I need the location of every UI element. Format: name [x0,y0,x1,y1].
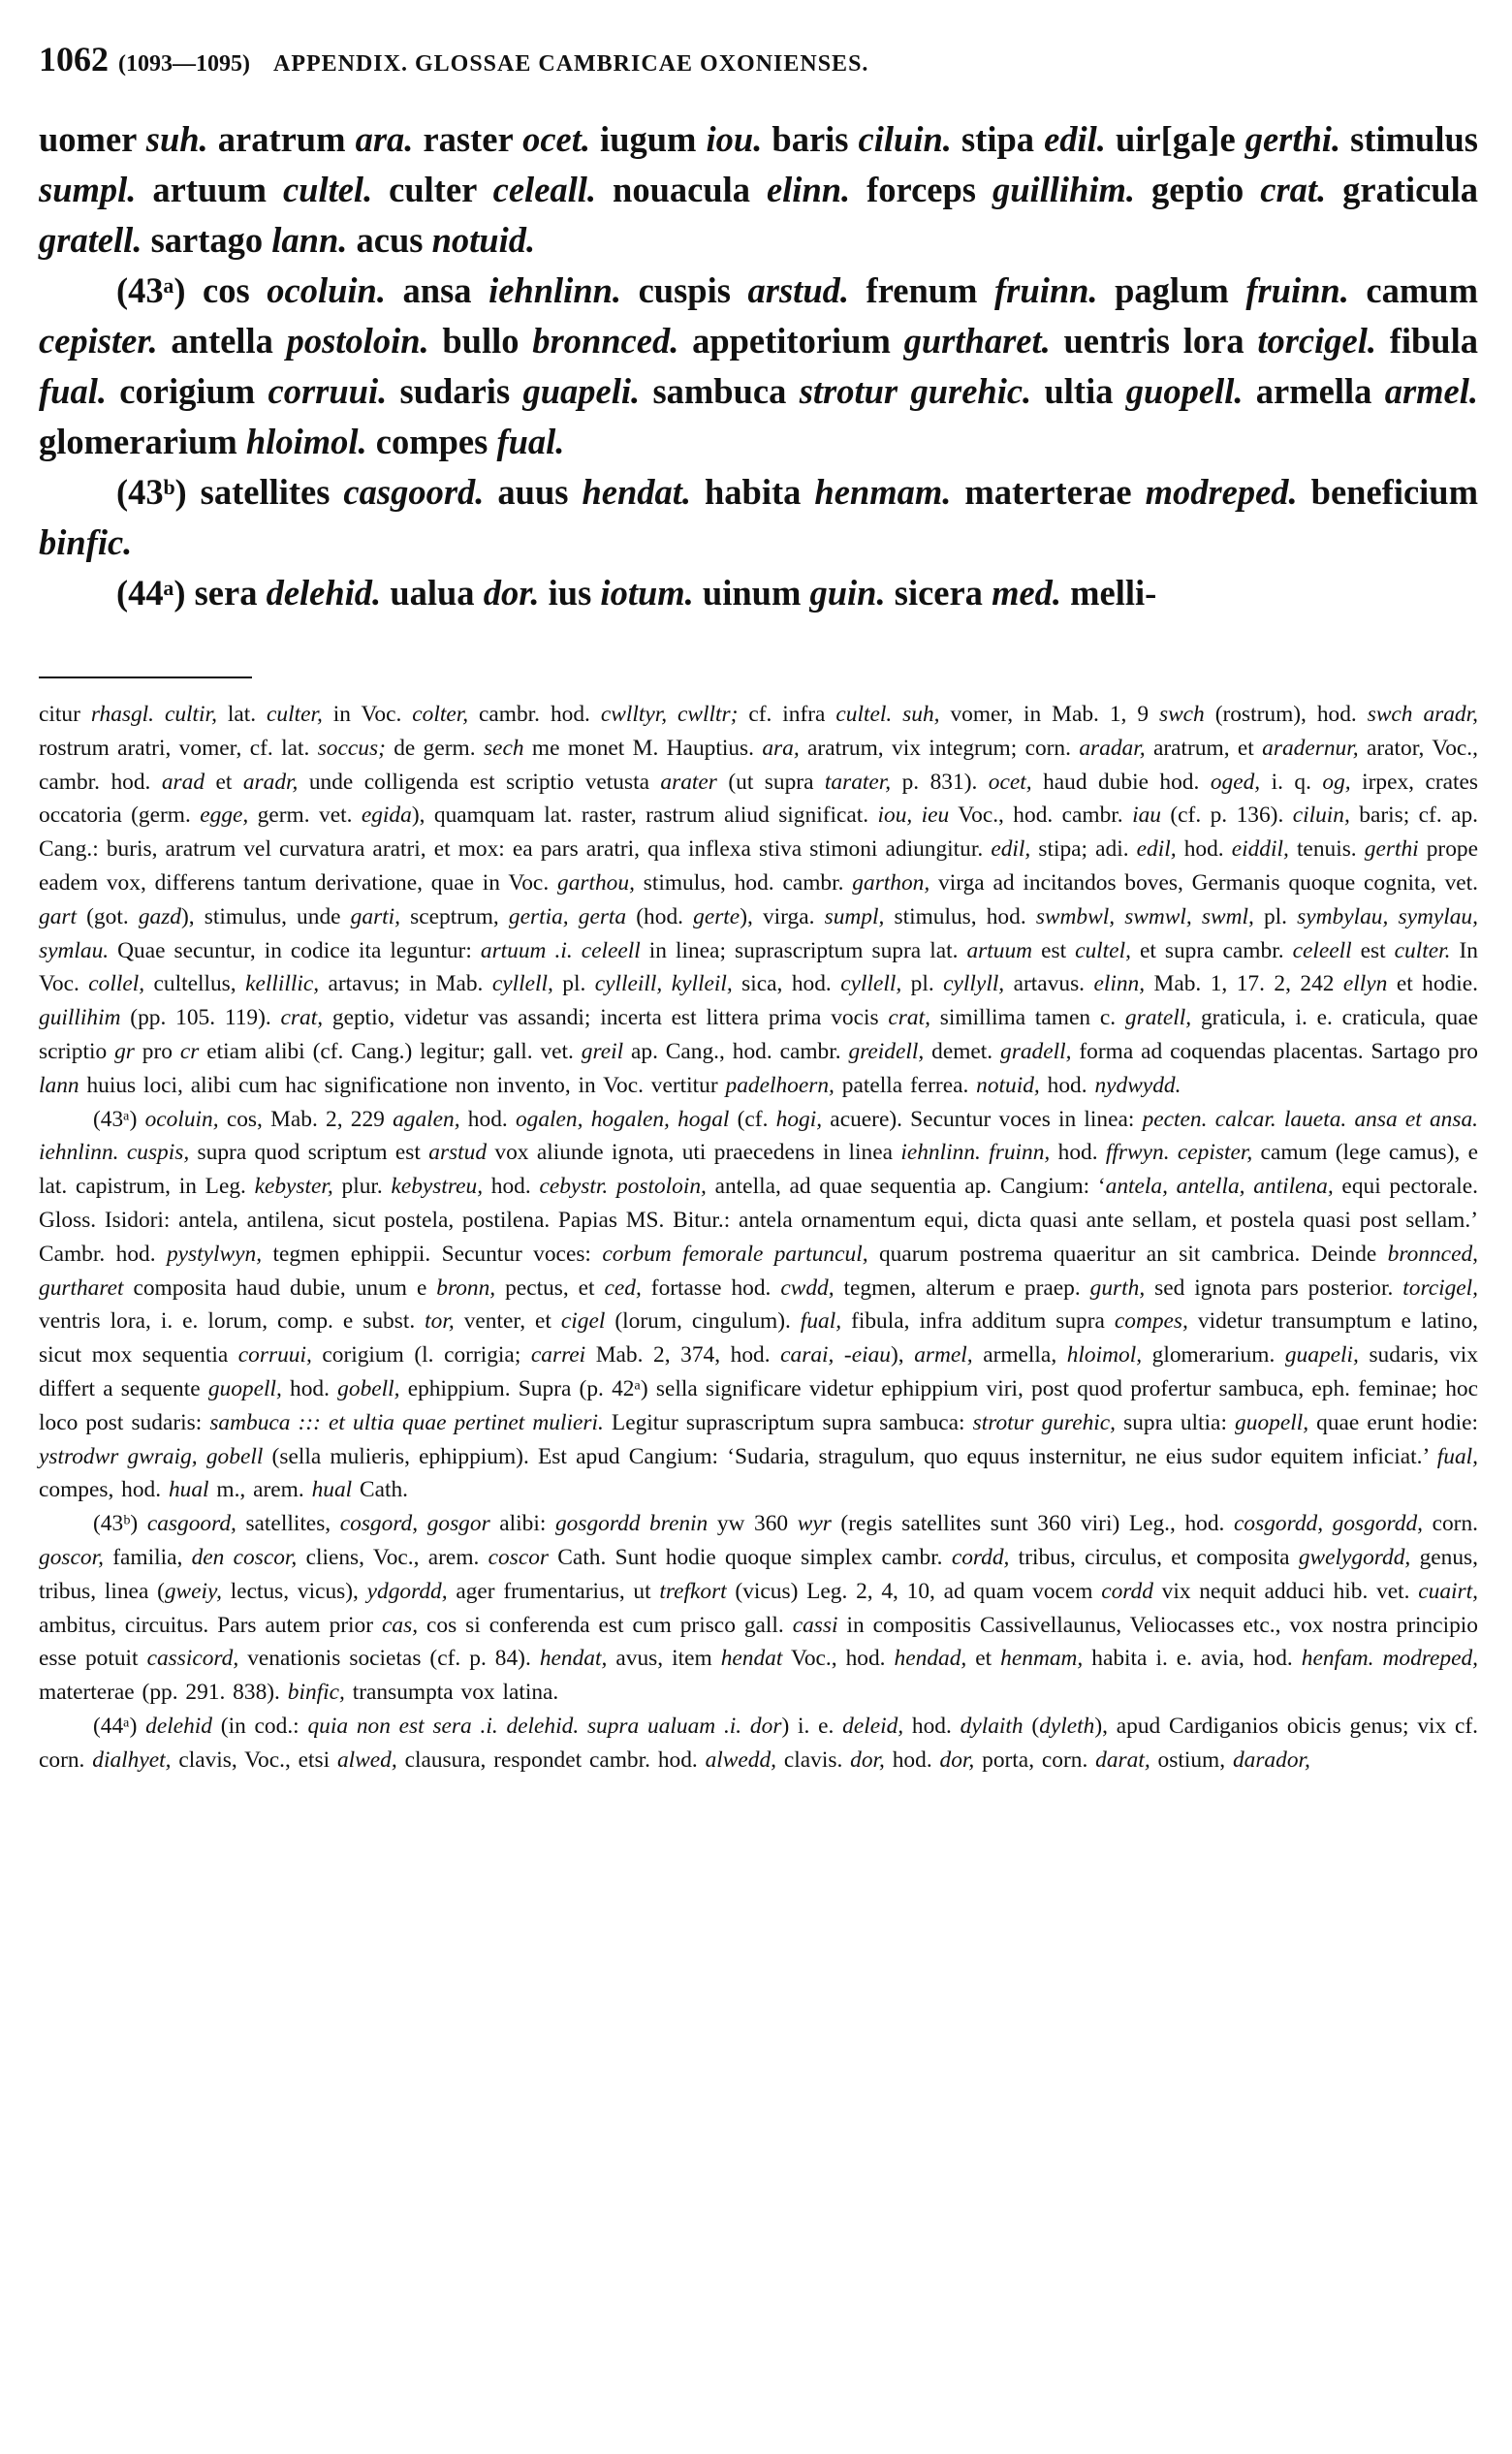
main-paragraph: (43ᵇ) satellites casgoord. auus hendat. habita henmam. materterae modreped. beneficium binfic. [39,472,1479,562]
main-paragraph: (44ᵃ) sera delehid. ualua dor. ius iotum. uinum guin. sicera med. melli- [116,573,1157,613]
footnotes [39,698,1478,1778]
running-header [39,39,1478,79]
note-paragraph: (43ᵇ) casgoord, satellites, cosgord, gosgor alibi: gosgordd brenin yw 360 wyr (regis satellites sunt 360 viri) Leg., hod. cosgordd, gosgordd, corn. goscor, familia, den coscor, cliens, Voc., arem. coscor Cath. Sunt hodie quoque simplex cambr. cordd, tribus, circulus, et composita gwelygordd, genus, tribus, linea (gweiy, lectus, vicus), ydgordd, ager frumentarius, ut trefkort (vicus) Leg. 2, 4, 10, ad quam vocem cordd vix nequit adduci hib. vet. cuairt, ambitus, circuitus. Pars autem prior cas, cos si conferenda est cum prisco gall. cassi in compositis Cassivellaunus, Veliocasses etc., vox nostra principio esse potuit cassicord, venationis societas (cf. p. 84). hendat, avus, item hendat Voc., hod. hendad, et henmam, habita i. e. avia, hod. henfam. modreped, materterae (pp. 291. 838). binfic, transumpta vox latina. [39,1511,1479,1706]
note-paragraph: (44ᵃ) delehid (in cod.: quia non est sera .i. delehid. supra ualuam .i. dor) i. e. deleid, hod. dylaith (dyleth), apud Cardiganios obicis genus; vix cf. corn. dialhyet, clavis, Voc., etsi alwed, clausura, respondet cambr. hod. alwedd, clavis. dor, hod. dor, porta, corn. darat, ostium, darador, [39,1713,1479,1773]
main-text [39,114,1478,618]
page-range: (1093—1095) [118,51,250,77]
main-paragraph: (43ᵃ) cos ocoluin. ansa iehnlinn. cuspis arstud. frenum fruinn. paglum fruinn. camum cepister. antella postoloin. bullo bronnced. appetitorium gurtharet. uentris lora torcigel. fibula fual. corigium corruui. sudaris guapeli. sambuca strotur gurehic. ultia guopell. armella armel. glomerarium hloimol. compes fual. [39,270,1478,461]
page [39,39,1478,1778]
page-number: 1062 [39,40,109,79]
note-paragraph: citur rhasgl. cultir, lat. culter, in Voc. colter, cambr. hod. cwlltyr, cwlltr; cf. infra cultel. suh, vomer, in Mab. 1, 9 swch (rostrum), hod. swch aradr, rostrum aratri, vomer, cf. lat. soccus; de germ. sech me monet M. Hauptius. ara, aratrum, vix integrum; corn. aradar, aratrum, et aradernur, arator, Voc., cambr. hod. arad et aradr, unde colligenda est scriptio vetusta arater (ut supra tarater, p. 831). ocet, haud dubie hod. oged, i. q. og, irpex, crates occatoria (germ. egge, germ. vet. egida), quamquam lat. raster, rastrum aliud significat. iou, ieu Voc., hod. cambr. iau (cf. p. 136). ciluin, baris; cf. ap. Cang.: buris, aratrum vel curvatura aratri, et mox: ea pars aratri, qua inflexa stiva stimoni adiungitur. edil, stipa; adi. edil, hod. eiddil, tenuis. gerthi prope eadem vox, differens tantum derivatione, quae in Voc. garthou, stimulus, hod. cambr. garthon, virga ad incitandos boves, Germanis quoque cognita, vet. gart (got. gazd), stimulus, unde garti, sceptrum, gertia, gerta (hod. gerte), virga. sumpl, stimulus, hod. swmbwl, swmwl, swml, pl. symbylau, symylau, symlau. Quae secuntur, in codice ita leguntur: artuum .i. celeell in linea; suprascriptum supra lat. artuum est cultel, et supra cambr. celeell est culter. In Voc. collel, cultellus, kellillic, artavus; in Mab. cyllell, pl. cylleill, kylleil, sica, hod. cyllell, pl. cyllyll, artavus. elinn, Mab. 1, 17. 2, 242 ellyn et hodie. guillihim (pp. 105. 119). crat, geptio, videtur vas assandi; incerta est littera prima vocis crat, simillima tamen c. gratell, graticula, i. e. craticula, quae scriptio gr pro cr etiam alibi (cf. Cang.) legitur; gall. vet. greil ap. Cang., hod. cambr. greidell, demet. gradell, forma ad coquendas placentas. Sartago pro lann huius loci, alibi cum hac significatione non invento, in Voc. vertitur padelhoern, patella ferrea. notuid, hod. nydwydd. [39,702,1479,1098]
running-title: APPENDIX. GLOSSAE CAMBRICAE OXONIENSES. [272,51,869,77]
main-paragraph: uomer suh. aratrum ara. raster ocet. iugum iou. baris ciluin. stipa edil. uir[ga]e gerthi. stimulus sumpl. artuum cultel. culter celeall. nouacula elinn. forceps guillihim. geptio crat. graticula gratell. sartago lann. acus notuid. [39,119,1479,260]
note-paragraph: (43ᵃ) ocoluin, cos, Mab. 2, 229 agalen, hod. ogalen, hogalen, hogal (cf. hogi, acuere). Secuntur voces in linea: pecten. calcar. laueta. ansa et ansa. iehnlinn. cuspis, supra quod scriptum est arstud vox aliunde ignota, uti praecedens in linea iehnlinn. fruinn, hod. ffrwyn. cepister, camum (lege camus), e lat. capistrum, in Leg. kebyster, plur. kebystreu, hod. cebystr. postoloin, antella, ad quae sequentia ap. Cangium: ‘antela, antella, antilena, equi pectorale. Gloss. Isidori: antela, antilena, sicut postela, postilena. Papias MS. Bitur.: antela ornamentum equi, dicta quasi ante sellam, et postela quasi post sellam.’ Cambr. hod. pystylwyn, tegmen ephippii. Secuntur voces: corbum femorale partuncul, quarum postrema quaeritur an sit cambrica. Deinde bronnced, gurtharet composita haud dubie, unum e bronn, pectus, et ced, fortasse hod. cwdd, tegmen, alterum e praep. gurth, sed ignota pars posterior. torcigel, ventris lora, i. e. lorum, comp. e subst. tor, venter, et cigel (lorum, cingulum). fual, fibula, infra additum supra compes, videtur transumptum e latino, sicut mox sequentia corruui, corigium (l. corrigia; carrei Mab. 2, 374, hod. carai, -eiau), armel, armella, hloimol, glomerarium. guapeli, sudaris, vix differt a sequente guopell, hod. gobell, ephippium. Supra (p. 42ᵃ) sella significare videtur ephippium viri, post quod profertur sambuca, eph. feminae; hoc loco post sudaris: sambuca ::: et ultia quae pertinet mulieri. Legitur suprascriptum supra sambuca: strotur gurehic, supra ultia: guopell, quae erunt hodie: ystrodwr gwraig, gobell (sella mulieris, ephippium). Est apud Cangium: ‘Sudaria, stragulum, quo equus insternitur, ne eius sudor equitem inficiat.’ fual, compes, hod. hual m., arem. hual Cath. [39,1106,1479,1503]
footnote-rule [39,676,252,678]
